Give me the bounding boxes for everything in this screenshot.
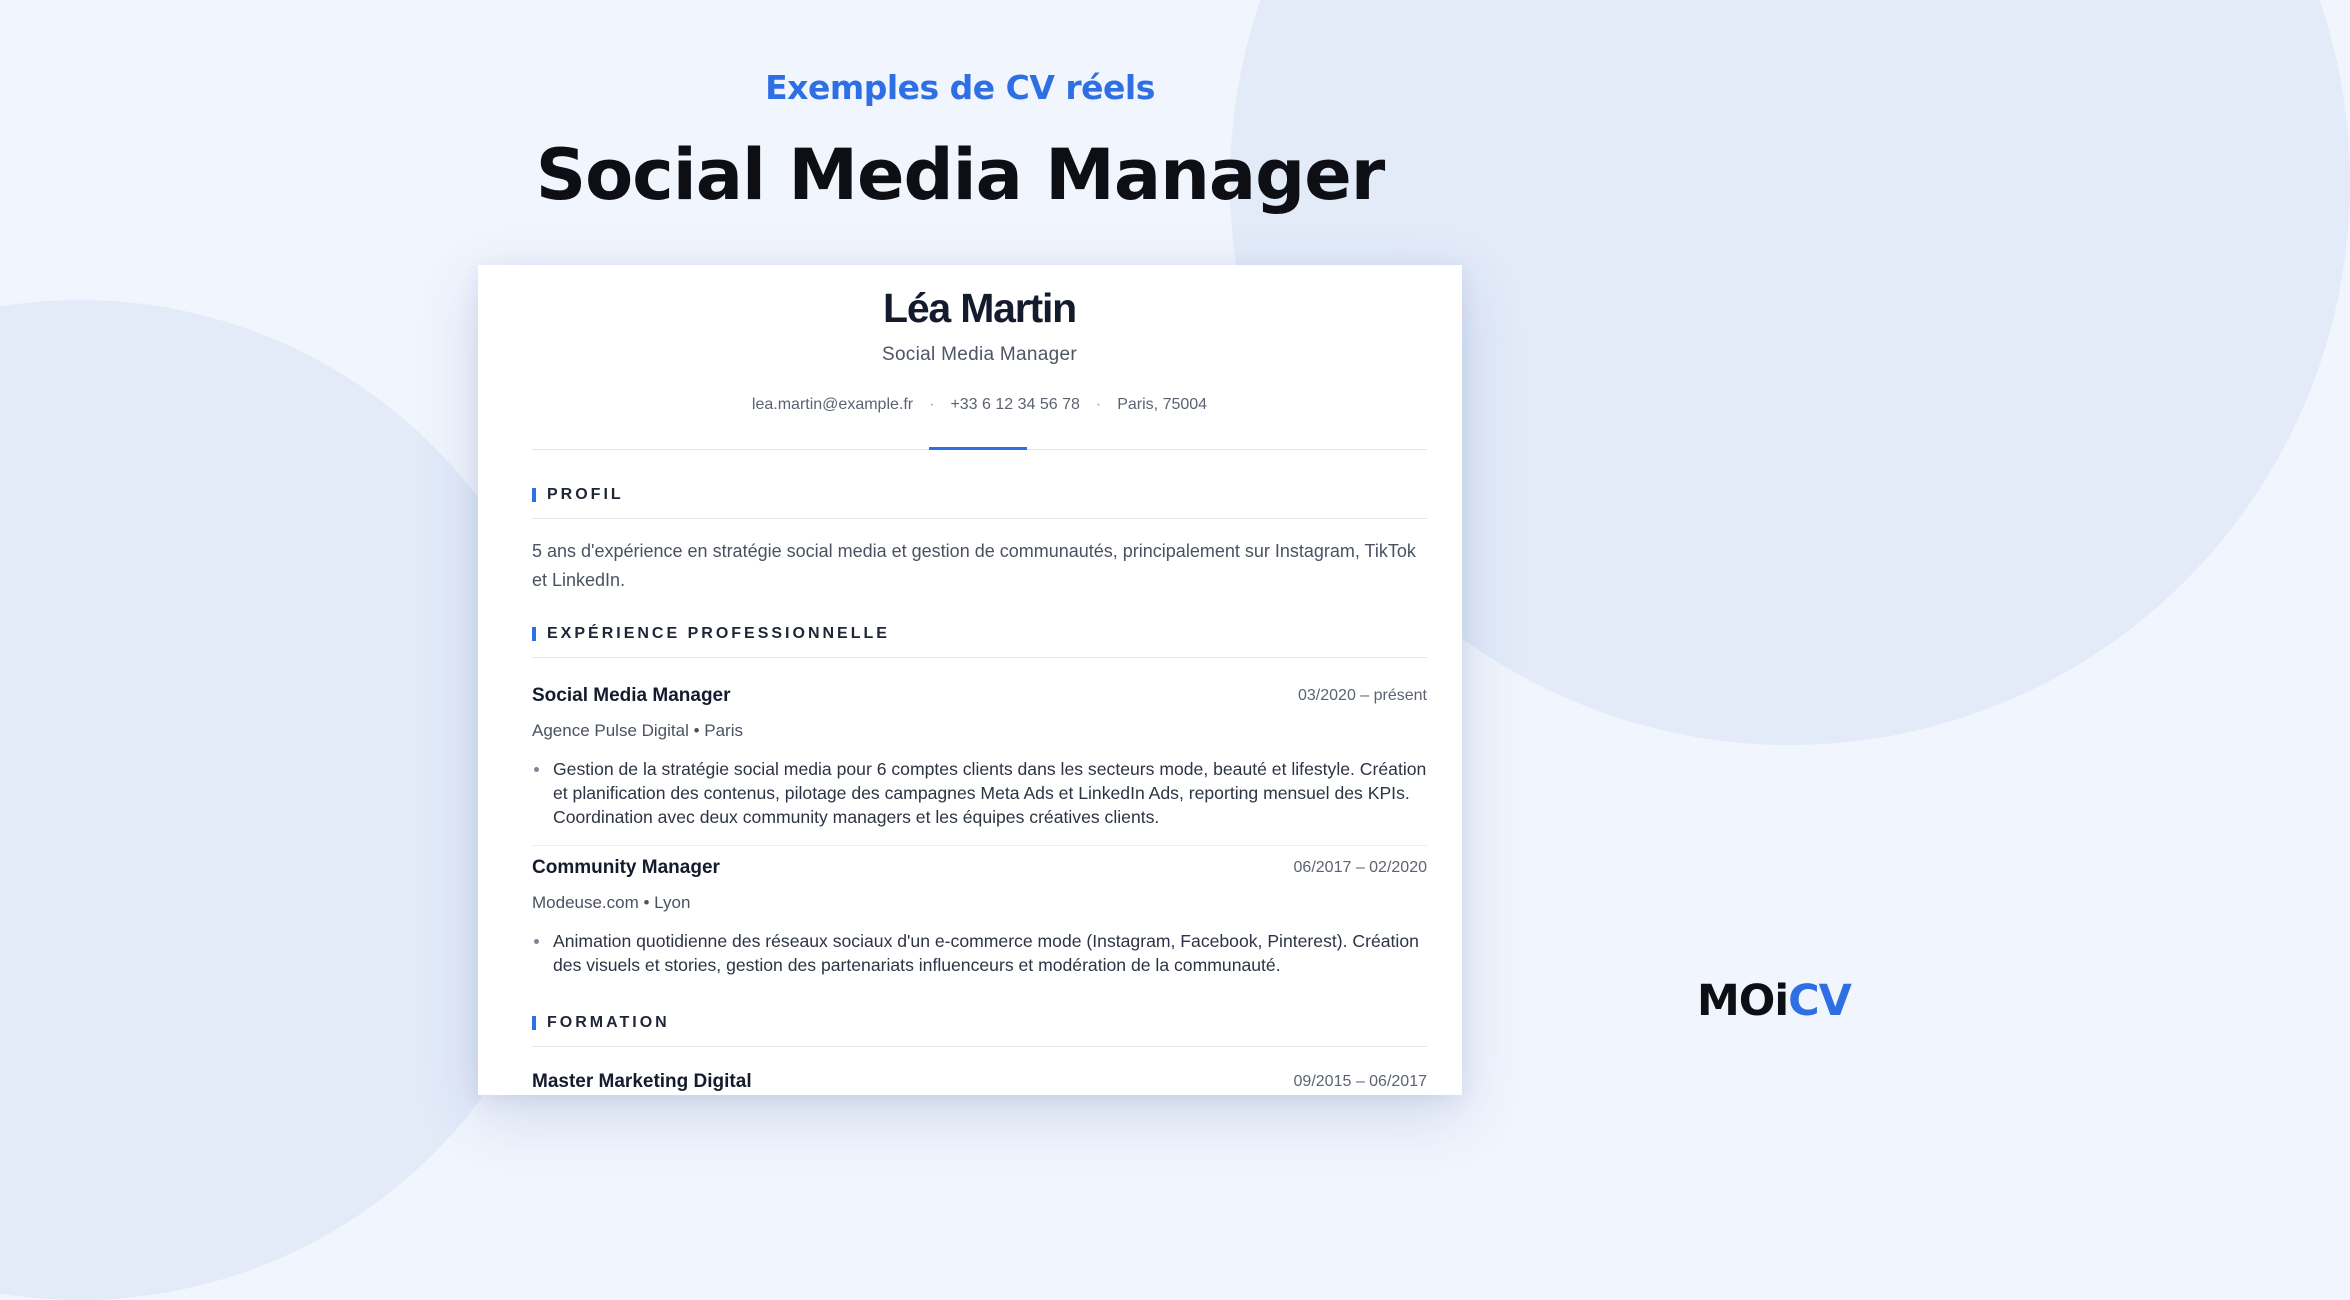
section-heading-education xyxy=(532,1014,670,1032)
job-bullet-text: Gestion de la stratégie social media pour 6 comptes clients dans les secteurs mode, beauté et lifestyle. Création et planification des contenus, pilotage des campagnes Meta Ads et LinkedIn Ads, reporting mensuel des KPIs. Coordination avec deux community managers et les équipes créatives clients. xyxy=(553,759,1427,827)
section-marker xyxy=(532,1016,536,1030)
section-heading-label: FORMATION xyxy=(547,1014,670,1031)
education-dates: 09/2015 – 06/2017 xyxy=(1293,1073,1427,1090)
education-title: Master Marketing Digital xyxy=(532,1071,752,1092)
cv-role: Social Media Manager xyxy=(881,344,1078,365)
job-title: Community Manager xyxy=(532,857,720,878)
section-marker xyxy=(532,488,536,502)
page-headline: Social Media Manager xyxy=(535,134,1385,216)
section-heading-experience xyxy=(532,625,890,643)
job-bullet xyxy=(532,929,1427,977)
job-divider xyxy=(532,845,1427,846)
logo-accent-text: CV xyxy=(1788,976,1851,1026)
job-company: Modeuse.com • Lyon xyxy=(532,893,691,912)
section-divider xyxy=(532,657,1427,658)
job-bullet xyxy=(532,757,1427,829)
contact-location: Paris, 75004 xyxy=(1117,396,1208,413)
job-company: Agence Pulse Digital • Paris xyxy=(532,721,743,740)
job-bullets xyxy=(532,757,1427,829)
contact-row xyxy=(532,396,1427,414)
brand-logo xyxy=(1697,976,1851,1026)
contact-separator: · xyxy=(1095,396,1102,413)
profile-summary: 5 ans d'expérience en stratégie social media et gestion de communautés, principalement sur Instagram, TikTok et LinkedIn. xyxy=(532,541,1416,590)
job-title: Social Media Manager xyxy=(532,685,731,706)
job-bullets xyxy=(532,929,1427,977)
section-marker xyxy=(532,627,536,641)
bullet-icon xyxy=(534,939,539,944)
cv-name: Léa Martin xyxy=(882,285,1077,331)
logo-text: MOi xyxy=(1697,976,1789,1026)
job-bullet-text: Animation quotidienne des réseaux sociaux d'un e-commerce mode (Instagram, Facebook, Pinterest). Création des visuels et stories, gestion des partenariats influenceurs et modération de la communauté. xyxy=(553,931,1419,975)
bullet-icon xyxy=(534,767,539,772)
cv-document xyxy=(478,265,1462,1095)
contact-separator: · xyxy=(929,396,935,413)
section-heading-profile xyxy=(532,486,624,504)
header-accent-line xyxy=(929,447,1027,450)
section-divider xyxy=(532,518,1427,519)
contact-email: lea.martin@example.fr xyxy=(751,396,914,413)
job-dates: 06/2017 – 02/2020 xyxy=(1293,859,1427,876)
section-divider xyxy=(532,1046,1427,1047)
contact-phone: +33 6 12 34 56 78 xyxy=(950,396,1080,413)
section-heading-label: EXPÉRIENCE PROFESSIONNELLE xyxy=(547,625,890,642)
section-heading-label: PROFIL xyxy=(547,486,624,503)
eyebrow-title: Exemples de CV réels xyxy=(765,68,1155,107)
job-dates: 03/2020 – présent xyxy=(1298,687,1427,704)
